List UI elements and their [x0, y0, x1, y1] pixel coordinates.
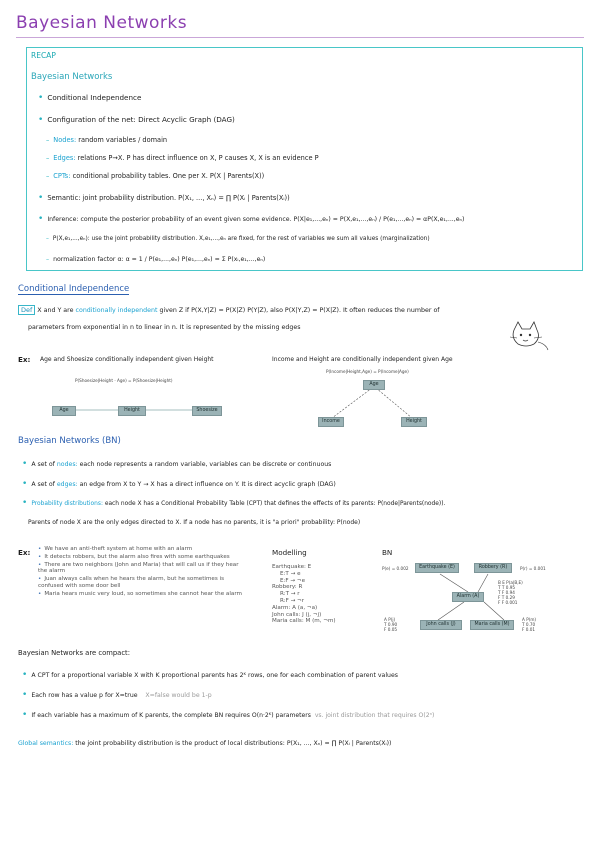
ex2-caption: Income and Height are conditionally independent given Age [272, 356, 453, 363]
bn-node-alarm: Alarm (A) [452, 592, 484, 602]
title-divider [16, 37, 584, 38]
ci-definition-cont: parameters from exponential in n to linear in n. It is represented by the missing edges [28, 324, 301, 331]
modelling-item: R:T → r [280, 591, 300, 598]
cat-doodle-icon [508, 320, 550, 354]
compact-item: • Each row has a value p for X=true X=false would be 1-p [22, 690, 212, 700]
recap-item: • Semantic: joint probability distribution. P(X₁, ..., Xₙ) = ∏ P(Xᵢ | Parents(Xᵢ)) [38, 193, 290, 203]
page-title: Bayesian Networks [16, 13, 188, 33]
compact-item: • If each variable has a maximum of K parents, the complete BN requires O(n·2ᴷ) parameters vs. joint distribution that requires O(2ⁿ) [22, 710, 435, 720]
recap-item: • Inference: compute the posterior probability of an event given some evidence. P(X|e₁,...,eₙ) = P(X,e₁,...,eₙ) / P(e₁,...,eₙ) = αP(X,e₁,...,eₙ) [38, 214, 465, 224]
bn-item: • A set of nodes: each node represents a random variable, variables can be discrete or continuous [22, 459, 332, 469]
section-heading: Bayesian Networks (BN) [18, 436, 121, 446]
global-semantics: Global semantics: the joint probability distribution is the product of local distributions: P(X₁, ..., Xₙ) = ∏ P(Xᵢ | Parents(Xᵢ)) [18, 740, 392, 747]
ex-label: Ex: [18, 355, 31, 364]
bn-node-maria: Maria calls (M) [470, 620, 514, 630]
ex1-node: Age [52, 406, 76, 416]
cpt-e: P(e) = 0.002 [382, 566, 409, 571]
modelling-item: E:T → e [280, 570, 301, 577]
ex2-node: Age [363, 380, 385, 390]
section-heading: Conditional Independence [18, 284, 130, 294]
bn-parents-line: Parents of node X are the only edges directed to X. If a node has no parents, it is "a priori" probability: P(node) [28, 519, 361, 526]
bn-item: • Probability distributions: each node X has a Conditional Probability Table (CPT) that defines the effects of its parents: P(node|Parents(node)). [22, 498, 446, 508]
modelling-item: John calls: J (j, ¬j) [272, 611, 322, 618]
recap-sub-item: – CPTs: conditional probability tables. One per X. P(X | Parents(X)) [46, 172, 265, 180]
recap-sub-item: – normalization factor α: α = 1 / P(e₁,...,eₙ) P(e₁,...,eₙ) = Σ P(xᵢ,e₁,...,eₙ) [46, 256, 266, 263]
bn-node-earthquake: Earthquake (E) [415, 563, 459, 573]
example-label: Ex: [18, 548, 31, 557]
ex2-node: Income [318, 417, 344, 427]
cpt-m: A P(m) T 0.70 F 0.01 [522, 617, 537, 632]
cpt-a: B E P(a|B,E) T T 0.95 T F 0.94 F T 0.29 F F 0.001 [498, 580, 523, 605]
ex2-formula: P(Income|Height,Age) = P(Income|Age) [326, 369, 409, 374]
recap-sub-item: – Edges: relations P→X. P has direct influence on X, P causes X, X is an evidence P [46, 154, 319, 162]
ci-definition: Def X and Y are conditionally independent given Z if P(X,Y|Z) = P(X|Z) P(Y|Z), also P(X|Y,Z) = P(X|Z). It often reduces the number of [18, 306, 440, 314]
bn-title: BN [382, 548, 393, 557]
recap-item: • Configuration of the net: Direct Acyclic Graph (DAG) [38, 115, 235, 125]
ex1-node: Shoesize [192, 406, 222, 416]
modelling-item: E:F → ¬e [280, 577, 306, 584]
recap-sub-item: – Nodes: random variables / domain [46, 136, 168, 144]
modelling-item: Robbery: R [272, 584, 303, 591]
recap-sub-item: – P(X,e₁,...,eₙ): use the joint probability distribution. X,e₁,...,eₙ are fixed, for the rest of variables we sum all values (marginalization) [46, 236, 430, 242]
example-bullet: • We have an anti-theft system at home with an alarm [38, 546, 193, 552]
bn-item: • A set of edges: an edge from X to Y → X has a direct influence on Y. It is direct acyclic graph (DAG) [22, 479, 336, 489]
recap-label: RECAP [31, 51, 56, 60]
modelling-item: Alarm: A (a, ¬a) [272, 604, 318, 611]
modelling-item: Maria calls: M (m, ¬m) [272, 618, 336, 625]
ex1-formula: P(Shoesize|Height · Age) = P(Shoesize|Height) [75, 378, 173, 383]
cpt-r: P(r) = 0.001 [520, 566, 546, 571]
example-bullet: • It detects robbers, but the alarm also fires with some earthquakes [38, 553, 230, 560]
compact-item: • A CPT for a proportional variable X with K proportional parents has 2ᴷ rows, one for each combination of parent values [22, 670, 398, 680]
def-tag: Def [18, 305, 35, 315]
bn-node-robbery: Robbery (R) [474, 563, 512, 573]
ex1-node: Height [118, 406, 146, 416]
example-bullet: • There are two neighbors (John and Maria) that will call us if they hear the alarm [38, 561, 239, 575]
recap-item: • Conditional Independence [38, 93, 142, 103]
bn-node-john: John calls (J) [420, 620, 462, 630]
example-bullet: • Maria hears music very loud, so sometimes she cannot hear the alarm [38, 590, 242, 597]
example-bullet: • Juan always calls when he hears the alarm, but he sometimes is confused with some door bell [38, 576, 225, 589]
compact-heading: Bayesian Networks are compact: [18, 649, 131, 657]
modelling-title: Modelling [272, 548, 307, 557]
cpt-j: A P(j) T 0.90 F 0.05 [384, 617, 398, 632]
ex1-caption: Age and Shoesize conditionally independent given Height [40, 356, 214, 363]
modelling-list [272, 564, 336, 625]
modelling-item: R:F → ¬r [280, 597, 305, 604]
ex2-node: Height [401, 417, 427, 427]
recap-heading: Bayesian Networks [31, 72, 113, 82]
example-bullets [38, 546, 248, 598]
modelling-item: Earthquake: E [272, 564, 312, 570]
